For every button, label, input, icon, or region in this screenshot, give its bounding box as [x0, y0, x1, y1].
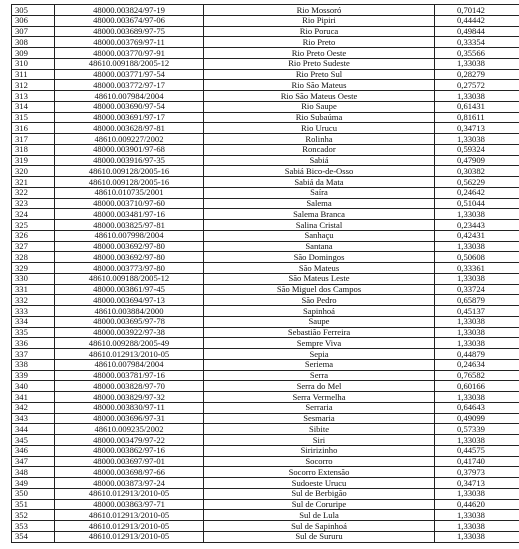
process-number-cell: 48000.003674/97-06	[55, 15, 204, 26]
process-number-cell: 48000.003628/97-81	[55, 123, 204, 134]
table-row	[12, 370, 519, 381]
table-row	[12, 166, 519, 177]
row-number-cell: 330	[12, 273, 55, 284]
table-row	[12, 91, 519, 102]
row-number-cell: 344	[12, 424, 55, 435]
table-row	[12, 295, 519, 306]
field-name-cell: Sul de Lula	[204, 510, 435, 521]
value-cell: 1,33038	[435, 521, 519, 532]
table-body	[12, 5, 519, 543]
row-number-cell: 332	[12, 295, 55, 306]
table-row	[12, 306, 519, 317]
field-name-cell: Rio Preto Oeste	[204, 48, 435, 59]
value-cell: 0,56229	[435, 177, 519, 188]
value-cell: 0,47909	[435, 155, 519, 166]
value-cell: 0,44879	[435, 349, 519, 360]
value-cell: 0,35566	[435, 48, 519, 59]
field-name-cell: Rio São Mateus Oeste	[204, 91, 435, 102]
process-number-cell: 48000.003695/97-78	[55, 316, 204, 327]
row-number-cell: 343	[12, 413, 55, 424]
field-name-cell: Sul de Sapinhoá	[204, 521, 435, 532]
value-cell: 0,33724	[435, 284, 519, 295]
table-row	[12, 241, 519, 252]
value-cell: 0,50608	[435, 252, 519, 263]
row-number-cell: 334	[12, 316, 55, 327]
process-number-cell: 48000.003690/97-54	[55, 101, 204, 112]
value-cell: 0,60166	[435, 381, 519, 392]
process-number-cell: 48000.003694/97-13	[55, 295, 204, 306]
process-number-cell: 48000.003692/97-80	[55, 252, 204, 263]
process-number-cell: 48610.007984/2004	[55, 91, 204, 102]
table-row	[12, 26, 519, 37]
table-row	[12, 402, 519, 413]
field-name-cell: Sepia	[204, 349, 435, 360]
row-number-cell: 348	[12, 467, 55, 478]
value-cell: 0,59324	[435, 144, 519, 155]
row-number-cell: 339	[12, 370, 55, 381]
value-cell: 1,33038	[435, 91, 519, 102]
field-name-cell: Serra do Mel	[204, 381, 435, 392]
field-name-cell: Rio Pipiri	[204, 15, 435, 26]
value-cell: 0,27572	[435, 80, 519, 91]
table-row	[12, 155, 519, 166]
value-cell: 1,33038	[435, 531, 519, 542]
value-cell: 0,24642	[435, 187, 519, 198]
table-row	[12, 521, 519, 532]
process-number-cell: 48000.003689/97-75	[55, 26, 204, 37]
process-number-cell: 48000.003862/97-16	[55, 445, 204, 456]
field-name-cell: Salina Cristal	[204, 220, 435, 231]
row-number-cell: 338	[12, 359, 55, 370]
row-number-cell: 318	[12, 144, 55, 155]
table-row	[12, 349, 519, 360]
field-name-cell: Rio Subaúma	[204, 112, 435, 123]
table-row	[12, 273, 519, 284]
row-number-cell: 323	[12, 198, 55, 209]
field-name-cell: Serra Vermelha	[204, 392, 435, 403]
table-row	[12, 144, 519, 155]
field-name-cell: Rio Preto	[204, 37, 435, 48]
process-number-cell: 48000.003824/97-19	[55, 5, 204, 16]
row-number-cell: 325	[12, 220, 55, 231]
field-name-cell: Rio Urucu	[204, 123, 435, 134]
value-cell: 0,41740	[435, 456, 519, 467]
table-row	[12, 381, 519, 392]
row-number-cell: 354	[12, 531, 55, 542]
value-cell: 0,45137	[435, 306, 519, 317]
table-row	[12, 15, 519, 26]
process-number-cell: 48610.009188/2005-12	[55, 273, 204, 284]
value-cell: 0,37973	[435, 467, 519, 478]
field-name-cell: Sanhaçu	[204, 230, 435, 241]
field-name-cell: Saupe	[204, 316, 435, 327]
row-number-cell: 335	[12, 327, 55, 338]
field-name-cell: Salema	[204, 198, 435, 209]
value-cell: 0,44442	[435, 15, 519, 26]
process-number-cell: 48000.003710/97-60	[55, 198, 204, 209]
field-name-cell: São Domingos	[204, 252, 435, 263]
row-number-cell: 326	[12, 230, 55, 241]
table-row	[12, 499, 519, 510]
value-cell: 0,24634	[435, 359, 519, 370]
field-name-cell: Sesmaria	[204, 413, 435, 424]
field-name-cell: Siri	[204, 435, 435, 446]
row-number-cell: 352	[12, 510, 55, 521]
process-number-cell: 48610.012913/2010-05	[55, 349, 204, 360]
field-name-cell: Sapinhoá	[204, 306, 435, 317]
field-name-cell: Sudoeste Urucu	[204, 478, 435, 489]
process-number-cell: 48000.003697/97-01	[55, 456, 204, 467]
row-number-cell: 315	[12, 112, 55, 123]
process-number-cell: 48000.003901/97-68	[55, 144, 204, 155]
process-number-cell: 48000.003481/97-16	[55, 209, 204, 220]
row-number-cell: 306	[12, 15, 55, 26]
process-number-cell: 48000.003922/97-38	[55, 327, 204, 338]
field-name-cell: Santana	[204, 241, 435, 252]
field-name-cell: Rio São Mateus	[204, 80, 435, 91]
row-number-cell: 336	[12, 338, 55, 349]
process-number-cell: 48000.003773/97-80	[55, 263, 204, 274]
table-row	[12, 198, 519, 209]
process-number-cell: 48610.009288/2005-49	[55, 338, 204, 349]
table-row	[12, 478, 519, 489]
table-row	[12, 327, 519, 338]
field-name-cell: Rio Mossoró	[204, 5, 435, 16]
row-number-cell: 313	[12, 91, 55, 102]
field-name-cell: Sul de Coruripe	[204, 499, 435, 510]
value-cell: 0,44575	[435, 445, 519, 456]
field-name-cell: Rio Saupe	[204, 101, 435, 112]
table-row	[12, 220, 519, 231]
process-number-cell: 48610.007998/2004	[55, 230, 204, 241]
fields-table	[11, 4, 519, 543]
table-row	[12, 69, 519, 80]
field-name-cell: Rio Preto Sudeste	[204, 58, 435, 69]
table-row	[12, 187, 519, 198]
process-number-cell: 48000.003825/97-81	[55, 220, 204, 231]
field-name-cell: Rolinha	[204, 134, 435, 145]
field-name-cell: Rio Preto Sul	[204, 69, 435, 80]
table-row	[12, 488, 519, 499]
table-row	[12, 48, 519, 59]
process-number-cell: 48610.003884/2000	[55, 306, 204, 317]
field-name-cell: Sempre Viva	[204, 338, 435, 349]
table-row	[12, 456, 519, 467]
row-number-cell: 353	[12, 521, 55, 532]
process-number-cell: 48000.003691/97-17	[55, 112, 204, 123]
table-row	[12, 230, 519, 241]
field-name-cell: Serra	[204, 370, 435, 381]
field-name-cell: Sabiá Bico-de-Osso	[204, 166, 435, 177]
value-cell: 1,33038	[435, 58, 519, 69]
table-row	[12, 123, 519, 134]
value-cell: 0,61431	[435, 101, 519, 112]
process-number-cell: 48610.012913/2010-05	[55, 531, 204, 542]
field-name-cell: São Mateus	[204, 263, 435, 274]
row-number-cell: 310	[12, 58, 55, 69]
field-name-cell: Sibite	[204, 424, 435, 435]
table-row	[12, 5, 519, 16]
field-name-cell: Roncador	[204, 144, 435, 155]
process-number-cell: 48610.012913/2010-05	[55, 521, 204, 532]
row-number-cell: 324	[12, 209, 55, 220]
process-number-cell: 48000.003769/97-11	[55, 37, 204, 48]
table-row	[12, 316, 519, 327]
table-row	[12, 209, 519, 220]
field-name-cell: Serraria	[204, 402, 435, 413]
row-number-cell: 345	[12, 435, 55, 446]
row-number-cell: 311	[12, 69, 55, 80]
value-cell: 0,64643	[435, 402, 519, 413]
row-number-cell: 350	[12, 488, 55, 499]
field-name-cell: Sul de Sururu	[204, 531, 435, 542]
value-cell: 1,33038	[435, 241, 519, 252]
field-name-cell: Siririzinho	[204, 445, 435, 456]
row-number-cell: 340	[12, 381, 55, 392]
value-cell: 0,34713	[435, 478, 519, 489]
process-number-cell: 48000.003770/97-91	[55, 48, 204, 59]
process-number-cell: 48610.009128/2005-16	[55, 166, 204, 177]
row-number-cell: 329	[12, 263, 55, 274]
row-number-cell: 322	[12, 187, 55, 198]
row-number-cell: 316	[12, 123, 55, 134]
process-number-cell: 48000.003828/97-70	[55, 381, 204, 392]
process-number-cell: 48000.003829/97-32	[55, 392, 204, 403]
row-number-cell: 349	[12, 478, 55, 489]
table-row	[12, 338, 519, 349]
value-cell: 0,33361	[435, 263, 519, 274]
field-name-cell: Salema Branca	[204, 209, 435, 220]
table-row	[12, 284, 519, 295]
table-row	[12, 435, 519, 446]
value-cell: 0,51044	[435, 198, 519, 209]
table-row	[12, 80, 519, 91]
table-row	[12, 112, 519, 123]
value-cell: 1,33038	[435, 392, 519, 403]
row-number-cell: 342	[12, 402, 55, 413]
process-number-cell: 48000.003696/97-31	[55, 413, 204, 424]
value-cell: 0,65879	[435, 295, 519, 306]
table-row	[12, 531, 519, 542]
process-number-cell: 48000.003479/97-22	[55, 435, 204, 446]
row-number-cell: 309	[12, 48, 55, 59]
row-number-cell: 312	[12, 80, 55, 91]
table-row	[12, 134, 519, 145]
process-number-cell: 48610.009128/2005-16	[55, 177, 204, 188]
field-name-cell: Socorro Extensão	[204, 467, 435, 478]
value-cell: 0,70142	[435, 5, 519, 16]
table-row	[12, 424, 519, 435]
row-number-cell: 333	[12, 306, 55, 317]
table-row	[12, 263, 519, 274]
process-number-cell: 48000.003772/97-17	[55, 80, 204, 91]
table-row	[12, 445, 519, 456]
row-number-cell: 341	[12, 392, 55, 403]
field-name-cell: Rio Poruca	[204, 26, 435, 37]
process-number-cell: 48610.009235/2002	[55, 424, 204, 435]
table-row	[12, 413, 519, 424]
value-cell: 1,33038	[435, 316, 519, 327]
row-number-cell: 308	[12, 37, 55, 48]
table-row	[12, 359, 519, 370]
process-number-cell: 48000.003771/97-54	[55, 69, 204, 80]
process-number-cell: 48000.003781/97-16	[55, 370, 204, 381]
value-cell: 0,81611	[435, 112, 519, 123]
value-cell: 0,33354	[435, 37, 519, 48]
row-number-cell: 337	[12, 349, 55, 360]
field-name-cell: Sabiá	[204, 155, 435, 166]
process-number-cell: 48000.003916/97-35	[55, 155, 204, 166]
row-number-cell: 307	[12, 26, 55, 37]
value-cell: 1,33038	[435, 273, 519, 284]
value-cell: 1,33038	[435, 435, 519, 446]
process-number-cell: 48000.003861/97-45	[55, 284, 204, 295]
field-name-cell: Seriema	[204, 359, 435, 370]
row-number-cell: 305	[12, 5, 55, 16]
field-name-cell: São Miguel dos Campos	[204, 284, 435, 295]
process-number-cell: 48000.003863/97-71	[55, 499, 204, 510]
value-cell: 0,30382	[435, 166, 519, 177]
table-row	[12, 37, 519, 48]
row-number-cell: 319	[12, 155, 55, 166]
field-name-cell: Sebastião Ferreira	[204, 327, 435, 338]
process-number-cell: 48000.003692/97-80	[55, 241, 204, 252]
value-cell: 0,42431	[435, 230, 519, 241]
table-row	[12, 510, 519, 521]
value-cell: 0,34713	[435, 123, 519, 134]
value-cell: 1,33038	[435, 327, 519, 338]
process-number-cell: 48610.010735/2001	[55, 187, 204, 198]
row-number-cell: 351	[12, 499, 55, 510]
field-name-cell: São Pedro	[204, 295, 435, 306]
table-row	[12, 392, 519, 403]
value-cell: 1,33038	[435, 510, 519, 521]
value-cell: 0,44620	[435, 499, 519, 510]
value-cell: 0,49099	[435, 413, 519, 424]
value-cell: 0,76582	[435, 370, 519, 381]
process-number-cell: 48610.012913/2010-05	[55, 510, 204, 521]
field-name-cell: Socorro	[204, 456, 435, 467]
process-number-cell: 48610.009188/2005-12	[55, 58, 204, 69]
process-number-cell: 48000.003698/97-66	[55, 467, 204, 478]
process-number-cell: 48610.009227/2002	[55, 134, 204, 145]
value-cell: 1,33038	[435, 134, 519, 145]
table-row	[12, 101, 519, 112]
field-name-cell: São Mateus Leste	[204, 273, 435, 284]
value-cell: 0,28279	[435, 69, 519, 80]
row-number-cell: 314	[12, 101, 55, 112]
process-number-cell: 48610.007984/2004	[55, 359, 204, 370]
row-number-cell: 346	[12, 445, 55, 456]
table-row	[12, 467, 519, 478]
value-cell: 1,33038	[435, 209, 519, 220]
row-number-cell: 328	[12, 252, 55, 263]
table-row	[12, 177, 519, 188]
row-number-cell: 321	[12, 177, 55, 188]
value-cell: 0,23443	[435, 220, 519, 231]
process-number-cell: 48000.003873/97-24	[55, 478, 204, 489]
value-cell: 1,33038	[435, 338, 519, 349]
table-row	[12, 252, 519, 263]
process-number-cell: 48610.012913/2010-05	[55, 488, 204, 499]
row-number-cell: 331	[12, 284, 55, 295]
value-cell: 1,33038	[435, 488, 519, 499]
row-number-cell: 347	[12, 456, 55, 467]
row-number-cell: 320	[12, 166, 55, 177]
process-number-cell: 48000.003830/97-11	[55, 402, 204, 413]
field-name-cell: Saíra	[204, 187, 435, 198]
field-name-cell: Sul de Berbigão	[204, 488, 435, 499]
field-name-cell: Sabiá da Mata	[204, 177, 435, 188]
row-number-cell: 327	[12, 241, 55, 252]
value-cell: 0,49844	[435, 26, 519, 37]
table-row	[12, 58, 519, 69]
value-cell: 0,57339	[435, 424, 519, 435]
row-number-cell: 317	[12, 134, 55, 145]
